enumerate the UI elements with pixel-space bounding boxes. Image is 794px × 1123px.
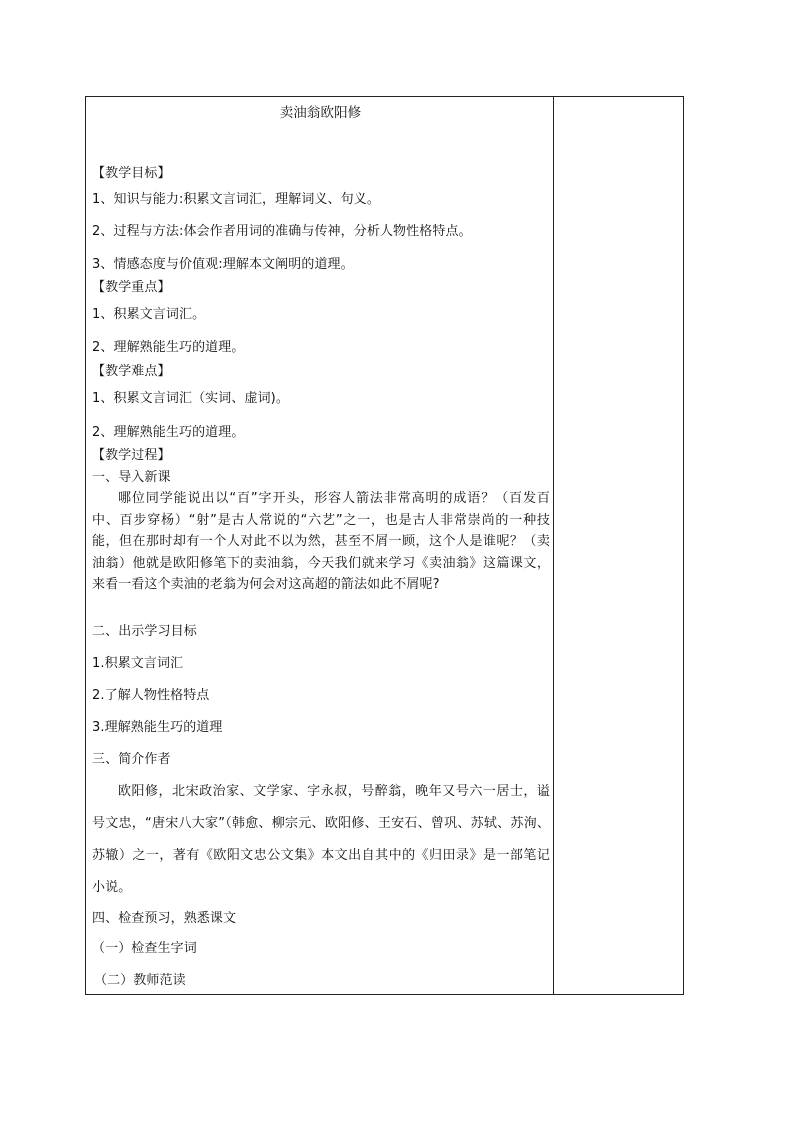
difficulty-item: 1、积累文言词汇（实词、虚词)。 <box>92 391 289 406</box>
goal-item: 1、知识与能力:积累文言词汇，理解词义、句义。 <box>92 192 380 207</box>
goals-heading: 【教学目标】 <box>92 166 171 181</box>
lesson-title: 卖油翁欧阳修 <box>279 105 362 121</box>
step-heading: 四、检查预习，熟悉课文 <box>92 911 237 926</box>
difficulty-heading: 【教学难点】 <box>92 364 171 379</box>
key-points-heading: 【教学重点】 <box>92 280 171 295</box>
goal-item: 2、过程与方法:体会作者用词的准确与传神，分析人物性格特点。 <box>92 224 472 239</box>
sub-step-item: （一）检查生字词 <box>92 941 197 956</box>
goal-item: 3、情感态度与价值观:理解本文阐明的道理。 <box>92 257 354 272</box>
key-point-item: 1、积累文言词汇。 <box>92 307 206 322</box>
target-item: 3.理解熟能生巧的道理 <box>92 720 223 735</box>
target-item: 2.了解人物性格特点 <box>92 688 210 703</box>
step-heading: 三、简介作者 <box>92 752 171 767</box>
target-item: 1.积累文言词汇 <box>92 656 184 671</box>
author-paragraph: 欧阳修，北宋政治家、文学家、字永叔，号醉翁，晚年又号六一居士，谥号文忠，“唐宋八大家”（韩愈、柳宗元、欧阳修、王安石、曾巩、苏轼、苏洵、苏辙）之一，著有《欧阳文忠公文集》本文出自其中的《归田录》是一部笔记小说。 <box>92 784 550 895</box>
difficulty-item: 2、理解熟能生巧的道理。 <box>92 425 245 440</box>
process-heading: 【教学过程】 <box>92 448 171 463</box>
lesson-plan-table <box>85 96 684 995</box>
notes-cell <box>554 97 683 994</box>
step-heading: 二、出示学习目标 <box>92 624 197 639</box>
intro-paragraph: 哪位同学能说出以“百”字开头，形容人箭法非常高明的成语？（百发百中、百步穿杨）“射”是古人常说的“六艺”之一，也是古人非常崇尚的一种技能，但在那时却有一个人对此不以为然，甚至不屑一顾，这个人是谁呢？（卖油翁）他就是欧阳修笔下的卖油翁，今天我们就来学习《卖油翁》这篇课文，来看一看这个卖油的老翁为何会对这高超的箭法如此不屑呢? <box>92 491 550 593</box>
step-heading: 一、导入新课 <box>92 470 171 485</box>
key-point-item: 2、理解熟能生巧的道理。 <box>92 340 245 355</box>
sub-step-item: （二）教师范读 <box>94 973 186 988</box>
